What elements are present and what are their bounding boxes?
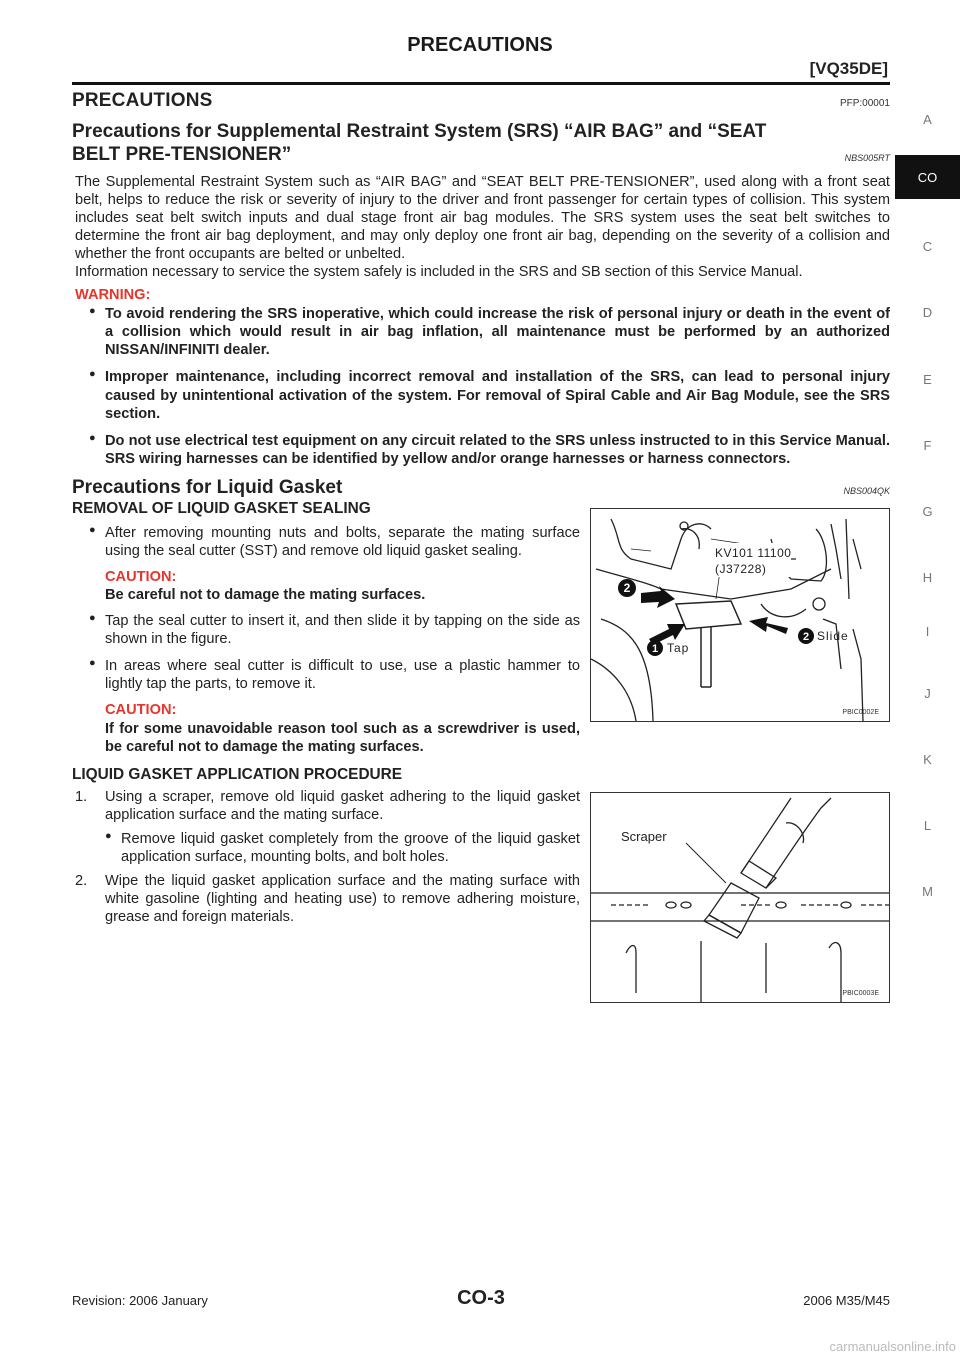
removal-item: ● Tap the seal cutter to insert it, and then slide it by tapping on the side as shown in the figure. <box>89 612 580 648</box>
label-tap: Tap <box>667 640 690 655</box>
seal-cutter-figure <box>590 508 890 722</box>
index-item-a[interactable]: A <box>923 112 932 127</box>
removal-heading: REMOVAL OF LIQUID GASKET SEALING <box>72 499 371 517</box>
removal-text <box>72 522 580 758</box>
figure-code: PBIC0003E <box>842 989 879 997</box>
page-header-section: [VQ35DE] <box>809 59 888 78</box>
gasket-heading: Precautions for Liquid Gasket <box>72 476 343 498</box>
index-item-i[interactable]: I <box>925 624 930 639</box>
bullet-icon: ● <box>89 523 96 536</box>
label-scraper: Scraper <box>621 828 667 844</box>
srs-heading-line1: Precautions for Supplemental Restraint System (SRS) “AIR BAG” and “SEAT <box>72 121 767 142</box>
page-heading: PRECAUTIONS <box>72 90 213 111</box>
figure-code: PBIC0002E <box>842 708 879 716</box>
srs-body-1: The Supplemental Restraint System such as “AIR BAG” and “SEAT BELT PRE-TENSIONER”, used along with a front seat belt, helps to reduce the risk or severity of injury to the driver and front passenger for certain types of collision. This system includes seat belt switch inputs and dual stage front air bag modules. The SRS system uses the seat belt switches to determine the front air bag deployment, and may only deploy one front air bag, depending on the severity of a collision and whether the front occupants are belted or unbelted. <box>75 173 890 262</box>
application-text <box>72 788 580 1003</box>
srs-body-2: Information necessary to service the system safely is included in the SRS and SB section of this Service Manual. <box>75 264 803 281</box>
page-footer <box>72 1287 890 1313</box>
index-item-co[interactable]: CO <box>895 155 960 199</box>
scraper-illustration <box>591 793 889 1002</box>
index-item-f[interactable]: F <box>923 438 932 453</box>
label-tool-alt: (J37228) <box>715 561 767 576</box>
scraper-figure <box>590 792 890 1003</box>
srs-code: NBS005RT <box>844 152 890 163</box>
removal-item: ● After removing mounting nuts and bolts, separate the mating surface using the seal cutter (SST) and remove old liquid gasket sealing. CAUTION: Be careful not to damage the mating surfaces. <box>89 523 580 603</box>
srs-heading-row <box>72 121 890 167</box>
gasket-heading-row <box>72 477 890 500</box>
gasket-code: NBS004QK <box>843 485 890 496</box>
removal-item: ● In areas where seal cutter is difficult to use, use a plastic hammer to lightly tap the parts, to remove it. CAUTION: If for some unavoidable reason tool such as a screwdriver is used, be careful not to damage the mating surfaces. <box>89 657 580 755</box>
label-slide: Slide <box>817 628 849 643</box>
index-item-l[interactable]: L <box>923 818 932 833</box>
footer-page-number: CO-3 <box>457 1287 505 1309</box>
index-item-j[interactable]: J <box>924 686 931 701</box>
removal-section <box>72 522 890 758</box>
callout-tap-number: 1 <box>651 642 659 655</box>
footer-model: 2006 M35/M45 <box>803 1293 890 1308</box>
bullet-icon: ● <box>89 657 96 670</box>
watermark: carmanualsonline.info <box>829 1339 956 1354</box>
removal-list <box>72 524 580 756</box>
index-item-c[interactable]: C <box>922 239 933 254</box>
application-section <box>72 788 890 1003</box>
warning-item: ● To avoid rendering the SRS inoperative, which could increase the risk of personal injury or death in the event of a collision which would result in air bag inflation, all maintenance must be performed by an authorized NISSAN/INFINITI dealer. <box>89 305 890 359</box>
header-rule <box>72 82 890 85</box>
warning-item: ● Do not use electrical test equipment on any circuit related to the SRS unless instructed to in this Service Manual. SRS wiring harnesses can be identified by yellow and/or orange harnesses or harness connectors. <box>89 431 890 467</box>
warning-list <box>72 305 890 468</box>
step-number: 1. <box>75 788 88 805</box>
warning-item: ● Improper maintenance, including incorrect removal and installation of the SRS, can lead to personal injury caused by unintentional activation of the system. For removal of Spiral Cable and Air Bag Module, see the SRS section. <box>89 368 890 422</box>
page-header-title: PRECAUTIONS <box>407 34 553 56</box>
index-item-k[interactable]: K <box>923 752 932 767</box>
bullet-icon: ● <box>89 368 96 381</box>
step-item: 1. Using a scraper, remove old liquid gasket adhering to the liquid gasket application surface and the mating surface. ● Remove liquid gasket completely from the groove of the liquid gasket application surface, mounting bolts, and bolt holes. <box>75 788 580 866</box>
bullet-icon: ● <box>89 431 96 444</box>
application-steps <box>72 788 580 927</box>
step-sub-bullet: ● Remove liquid gasket completely from the groove of the liquid gasket application surface, mounting bolts, and bolt holes. <box>105 829 580 866</box>
caution-label: CAUTION: <box>105 568 177 585</box>
caution-text: If for some unavoidable reason tool such as a screwdriver is used, be careful not to damage the mating surfaces. <box>105 720 580 755</box>
step-number: 2. <box>75 873 88 890</box>
index-item-h[interactable]: H <box>922 570 933 585</box>
page-heading-code: PFP:00001 <box>839 98 890 109</box>
caution-label: CAUTION: <box>105 702 177 719</box>
callout-2-left: 2 <box>623 580 631 595</box>
index-item-m[interactable]: M <box>922 884 933 899</box>
index-item-e[interactable]: E <box>923 372 932 387</box>
seal-cutter-illustration <box>591 509 889 721</box>
application-heading: LIQUID GASKET APPLICATION PROCEDURE <box>72 765 403 783</box>
index-item-d[interactable]: D <box>922 305 933 320</box>
main-content <box>72 88 890 1003</box>
caution-text: Be careful not to damage the mating surfaces. <box>105 586 426 603</box>
page-heading-row <box>72 90 890 112</box>
bullet-icon: ● <box>89 305 96 318</box>
warning-label: WARNING: <box>75 287 151 304</box>
footer-revision: Revision: 2006 January <box>72 1293 208 1308</box>
bullet-icon: ● <box>89 612 96 625</box>
bullet-icon: ● <box>105 829 112 842</box>
callout-slide-number: 2 <box>802 630 810 643</box>
srs-heading <box>72 121 766 167</box>
label-tool-number: KV101 11100 <box>715 545 792 560</box>
index-item-g[interactable]: G <box>922 504 933 519</box>
step-item: 2. Wipe the liquid gasket application surface and the mating surface with white gasoline (lighting and heating use) to remove adhering moisture, grease and foreign materials. <box>75 873 580 926</box>
srs-heading-line2: BELT PRE-TENSIONER” <box>72 143 292 165</box>
